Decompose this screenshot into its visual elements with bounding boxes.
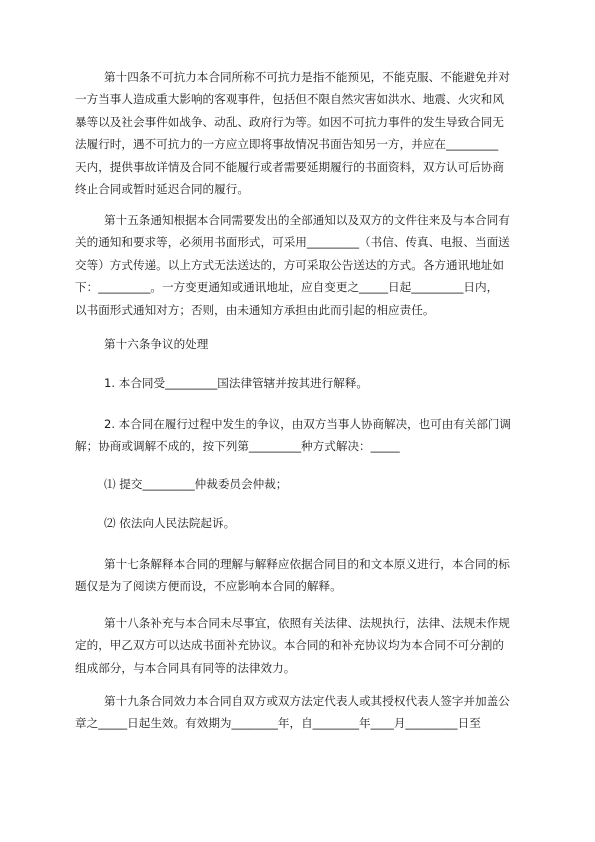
- text-line: 第十七条解释本合同的理解与解释应依据合同目的和文本原义进行，本合同的标: [104, 557, 510, 571]
- text-line: 第十九条合同效力本合同自双方或双方法定代表人或其授权代表人签字并加盖公: [104, 694, 510, 708]
- text-line: 终止合同或暂时延迟合同的履行。: [75, 182, 249, 197]
- article-17-paragraph: [75, 553, 511, 598]
- text-line: 组成部分，与本合同具有同等的法律效力。: [75, 660, 296, 675]
- text-line: 第十五条通知根据本合同需要发出的全部通知以及双方的文件往来及与本合同有: [104, 213, 510, 227]
- text-line: 法履行时，遇不可抗力的一方应立即将事故情况书面告知另一方，并应在_________: [75, 137, 499, 152]
- article-16-heading: [104, 333, 511, 355]
- text-line: 题仅是为了阅读方便而设，不应影响本合同的解释。: [75, 579, 342, 594]
- text-line: 定的，甲乙双方可以达成书面补充协议。本合同的和补充协议均为本合同不可分割的: [75, 638, 504, 653]
- text-line: 第十六条争议的处理: [104, 337, 209, 351]
- text-line: 下：_________。一方变更通知或通讯地址，应自变更之_____日起_________日内，: [75, 280, 499, 295]
- text-line: ⑵ 依法向人民法院起诉。: [104, 516, 236, 530]
- article-19-paragraph: [75, 690, 511, 735]
- text-line: 交等）方式传递。以上方式无法送达的，方可采取公告送达的方式。各方通讯地址如: [75, 257, 504, 272]
- article-14-paragraph: [75, 66, 511, 200]
- article-16-clause-2: [75, 413, 511, 458]
- text-line: 第十四条不可抗力本合同所称不可抗力是指不能预见，不能克服、不能避免并对: [104, 70, 510, 84]
- text-line: 1. 本合同受_________国法律管辖并按其进行解释。: [104, 376, 369, 390]
- text-line: 2. 本合同在履行过程中发生的争议，由双方当事人协商解决，也可由有关部门调: [104, 417, 511, 431]
- text-line: 第十八条补充与本合同未尽事宜，依照有关法律、法规执行，法律、法规未作规: [104, 616, 510, 630]
- text-line: 章之_____日起生效。有效期为________年，自________年____月_________日至: [75, 716, 481, 731]
- article-16-option-2: [104, 512, 511, 534]
- article-15-paragraph: [75, 209, 511, 321]
- text-line: 天内，提供事故详情及合同不能履行或者需要延期履行的书面资料，双方认可后协商: [75, 159, 504, 174]
- article-16-clause-1: [104, 372, 511, 394]
- article-18-paragraph: [75, 612, 511, 679]
- article-16-option-1: [104, 473, 511, 495]
- text-line: ⑴ 提交_________仲裁委员会仲裁；: [104, 477, 288, 491]
- text-line: 暴等以及社会事件如战争、动乱、政府行为等。如因不可抗力事件的发生导致合同无: [75, 114, 504, 129]
- text-line: 关的通知和要求等，必须用书面形式，可采用_________（书信、传真、电报、当面送: [75, 235, 510, 250]
- text-line: 一方当事人造成重大影响的客观事件，包括但不限自然灾害如洪水、地震、火灾和风: [75, 92, 504, 107]
- text-line: 解；协商或调解不成的，按下列第_________种方式解决：_____: [75, 439, 400, 454]
- text-line: 以书面形式通知对方；否则，由未通知方承担由此而引起的相应责任。: [75, 302, 435, 317]
